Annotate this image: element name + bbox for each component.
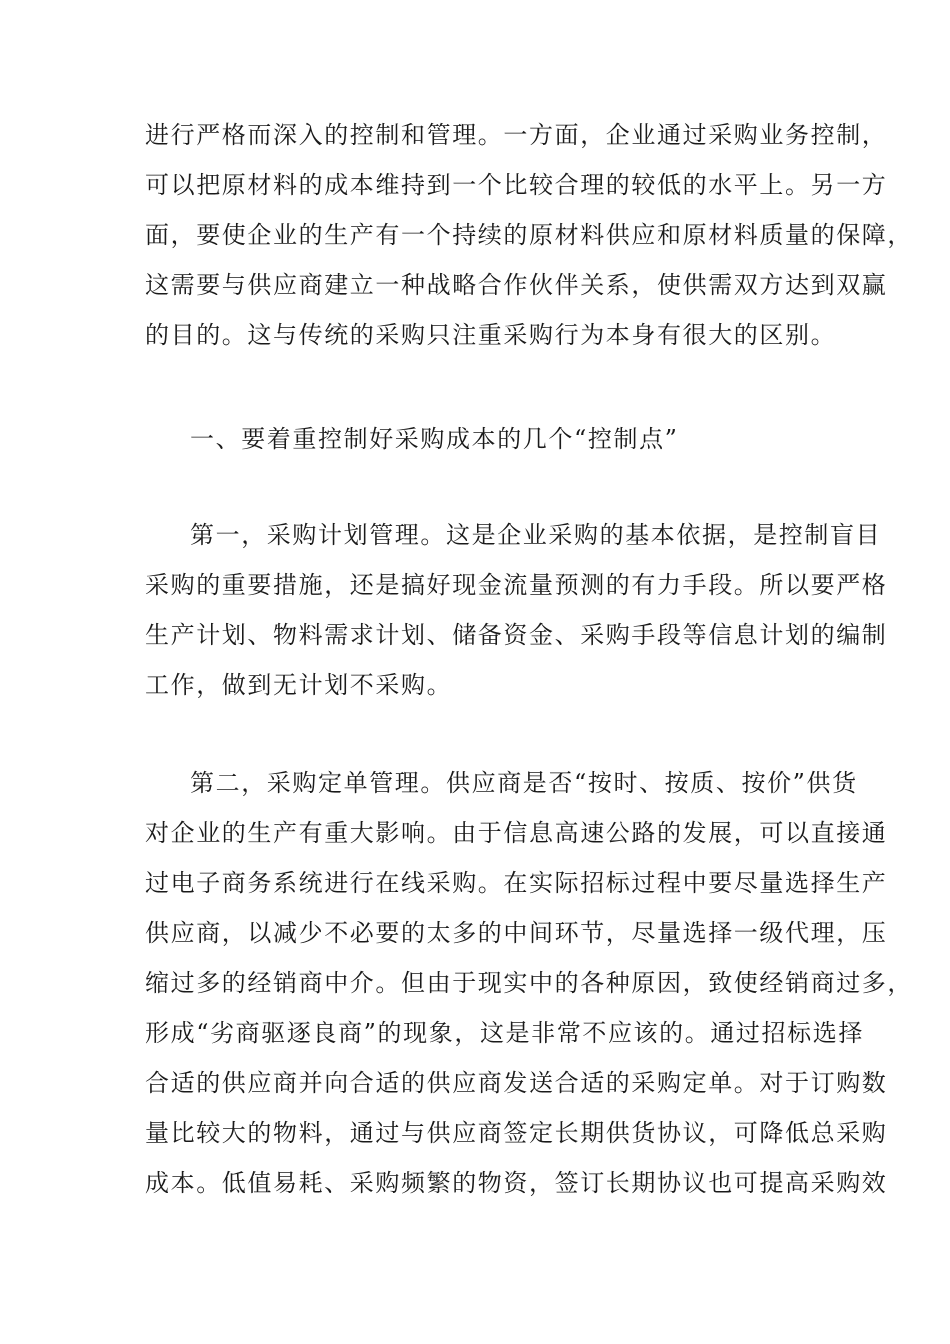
text-line: 成本。低值易耗、采购频繁的物资，签订长期协议也可提高采购效 — [145, 1169, 888, 1197]
text-line: 形成“劣商驱逐良商”的现象，这是非常不应该的。通过招标选择 — [145, 1019, 864, 1047]
text-line: 供应商，以减少不必要的太多的中间环节，尽量选择一级代理，压 — [145, 919, 888, 947]
text-line: 可以把原材料的成本维持到一个比较合理的较低的水平上。另一方 — [145, 171, 888, 199]
text-line: 这需要与供应商建立一种战略合作伙伴关系，使供需双方达到双赢 — [145, 271, 888, 299]
text-line: 对企业的生产有重大影响。由于信息高速公路的发展，可以直接通 — [145, 819, 888, 847]
text-line: 合适的供应商并向合适的供应商发送合适的采购定单。对于订购数 — [145, 1069, 888, 1097]
text-line: 第一，采购计划管理。这是企业采购的基本依据，是控制盲目 — [190, 521, 882, 549]
text-line: 第二，采购定单管理。供应商是否“按时、按质、按价”供货 — [190, 769, 858, 797]
section-heading: 一、要着重控制好采购成本的几个“控制点” — [190, 425, 679, 453]
text-line: 采购的重要措施，还是搞好现金流量预测的有力手段。所以要严格 — [145, 571, 888, 599]
text-line: 工作，做到无计划不采购。 — [145, 671, 453, 699]
text-line: 进行严格而深入的控制和管理。一方面，企业通过采购业务控制， — [145, 121, 888, 149]
text-line: 量比较大的物料，通过与供应商签定长期供货协议，可降低总采购 — [145, 1119, 888, 1147]
text-line: 生产计划、物料需求计划、储备资金、采购手段等信息计划的编制 — [145, 621, 888, 649]
text-line: 面，要使企业的生产有一个持续的原材料供应和原材料质量的保障， — [145, 221, 913, 249]
text-line: 过电子商务系统进行在线采购。在实际招标过程中要尽量选择生产 — [145, 869, 888, 897]
text-line: 缩过多的经销商中介。但由于现实中的各种原因，致使经销商过多， — [145, 969, 913, 997]
text-line: 的目的。这与传统的采购只注重采购行为本身有很大的区别。 — [145, 321, 837, 349]
